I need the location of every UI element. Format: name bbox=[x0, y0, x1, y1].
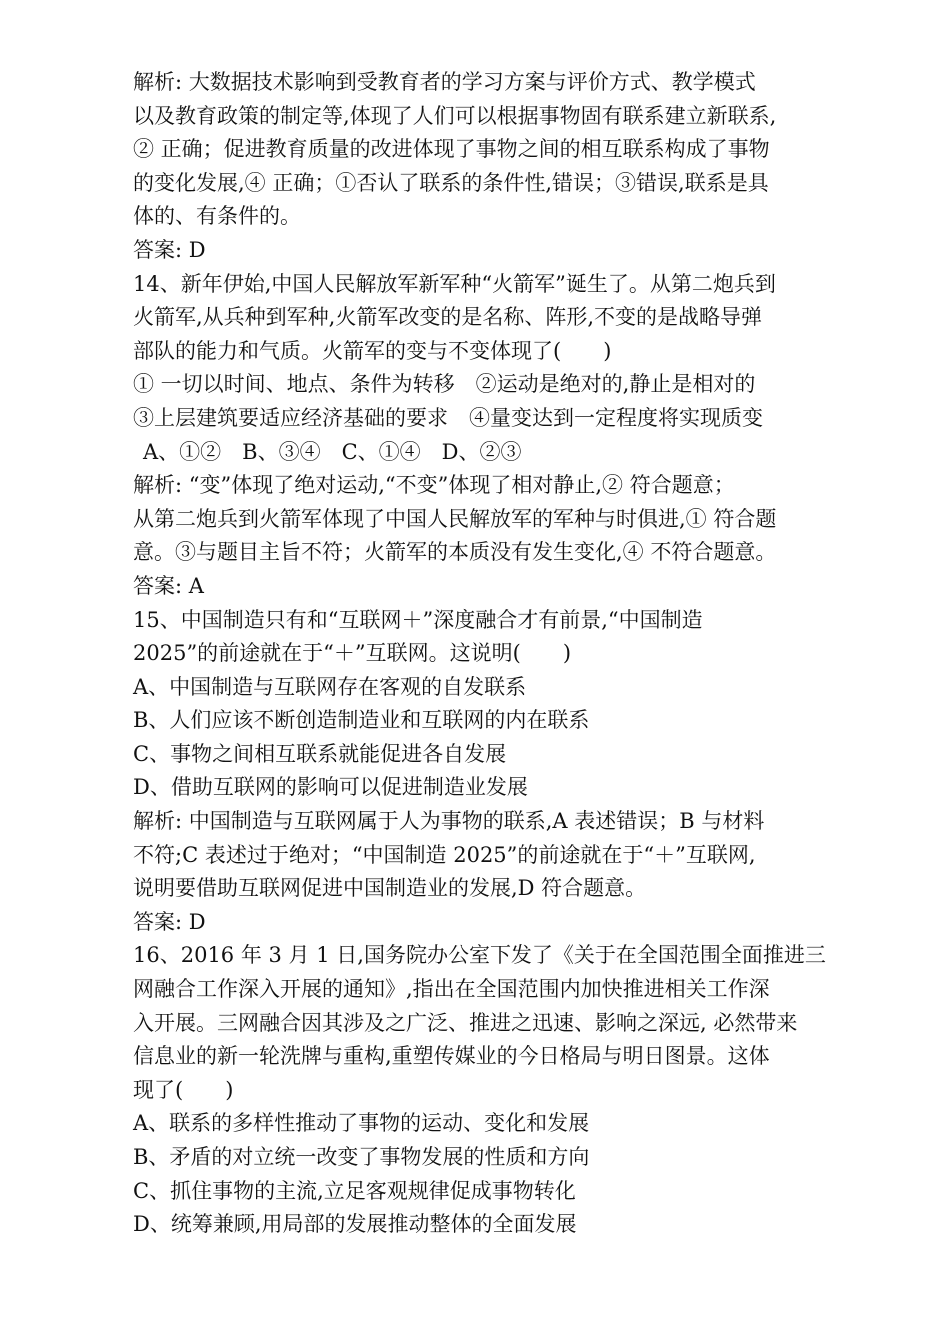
document-body bbox=[133, 66, 833, 1242]
text-line: 不符;C 表述过于绝对；“中国制造 2025”的前途就在于“＋”互联网, bbox=[133, 842, 756, 867]
option-line: C、事物之间相互联系就能促进各自发展 bbox=[133, 741, 507, 766]
option-line: D、借助互联网的影响可以促进制造业发展 bbox=[133, 775, 528, 800]
text-line: 的变化发展,④ 正确；①否认了联系的条件性,错误；③错误,联系是具 bbox=[133, 170, 769, 195]
text-line: 从第二炮兵到火箭军体现了中国人民解放军的军种与时俱进,① 符合题 bbox=[133, 506, 777, 531]
text-line: 意。③与题目主旨不符；火箭军的本质没有发生变化,④ 不符合题意。 bbox=[133, 540, 777, 565]
question-line: 15、中国制造只有和“互联网＋”深度融合才有前景,“中国制造 bbox=[133, 607, 703, 632]
option-line: D、统筹兼顾,用局部的发展推动整体的全面发展 bbox=[133, 1212, 577, 1237]
text-line: 体的、有条件的。 bbox=[133, 204, 301, 229]
text-line: 部队的能力和气质。火箭军的变与不变体现了( ) bbox=[133, 338, 612, 363]
question-line: 14、新年伊始,中国人民解放军新军种“火箭军”诞生了。从第二炮兵到 bbox=[133, 271, 776, 296]
text-line: 解析: 大数据技术影响到受教育者的学习方案与评价方式、教学模式 bbox=[133, 70, 756, 94]
option-line: A、中国制造与互联网存在客观的自发联系 bbox=[133, 674, 527, 699]
text-line: ① 一切以时间、地点、条件为转移 ②运动是绝对的,静止是相对的 bbox=[133, 372, 756, 397]
text-line: 入开展。三网融合因其涉及之广泛、推进之迅速、影响之深远, 必然带来 bbox=[133, 1010, 798, 1035]
text-line: 信息业的新一轮洗牌与重构,重塑传媒业的今日格局与明日图景。这体 bbox=[133, 1044, 770, 1069]
answer-line: 答案: D bbox=[133, 909, 206, 934]
option-line: B、矛盾的对立统一改变了事物发展的性质和方向 bbox=[133, 1145, 590, 1169]
option-line: B、人们应该不断创造制造业和互联网的内在联系 bbox=[133, 708, 590, 733]
text-line: ③上层建筑要适应经济基础的要求 ④量变达到一定程度将实现质变 bbox=[133, 405, 763, 430]
text-line: 网融合工作深入开展的通知》,指出在全国范围内加快推进相关工作深 bbox=[133, 977, 770, 1002]
text-line: 以及教育政策的制定等,体现了人们可以根据事物固有联系建立新联系, bbox=[133, 103, 777, 128]
options-line: A、①② B、③④ C、①④ D、②③ bbox=[143, 439, 522, 464]
text-line: ② 正确；促进教育质量的改进体现了事物之间的相互联系构成了事物 bbox=[133, 137, 770, 162]
text-line: 解析: “变”体现了绝对运动,“不变”体现了相对静止,② 符合题意； bbox=[133, 473, 735, 498]
text-line: 现了( ) bbox=[133, 1077, 234, 1102]
question-line: 16、2016 年 3 月 1 日,国务院办公室下发了《关于在全国范围全面推进三 bbox=[133, 943, 826, 968]
text-line: 2025”的前途就在于“＋”互联网。这说明( ) bbox=[133, 641, 572, 666]
option-line: C、抓住事物的主流,立足客观规律促成事物转化 bbox=[133, 1178, 576, 1203]
text-line: 解析: 中国制造与互联网属于人为事物的联系,A 表述错误；B 与材料 bbox=[133, 809, 765, 834]
answer-line: 答案: D bbox=[133, 237, 206, 262]
answer-line: 答案: A bbox=[133, 573, 204, 598]
text-line: 说明要借助互联网促进中国制造业的发展,D 符合题意。 bbox=[133, 876, 647, 901]
text-line: 火箭军,从兵种到军种,火箭军改变的是名称、阵形,不变的是战略导弹 bbox=[133, 305, 763, 330]
option-line: A、联系的多样性推动了事物的运动、变化和发展 bbox=[133, 1111, 590, 1136]
